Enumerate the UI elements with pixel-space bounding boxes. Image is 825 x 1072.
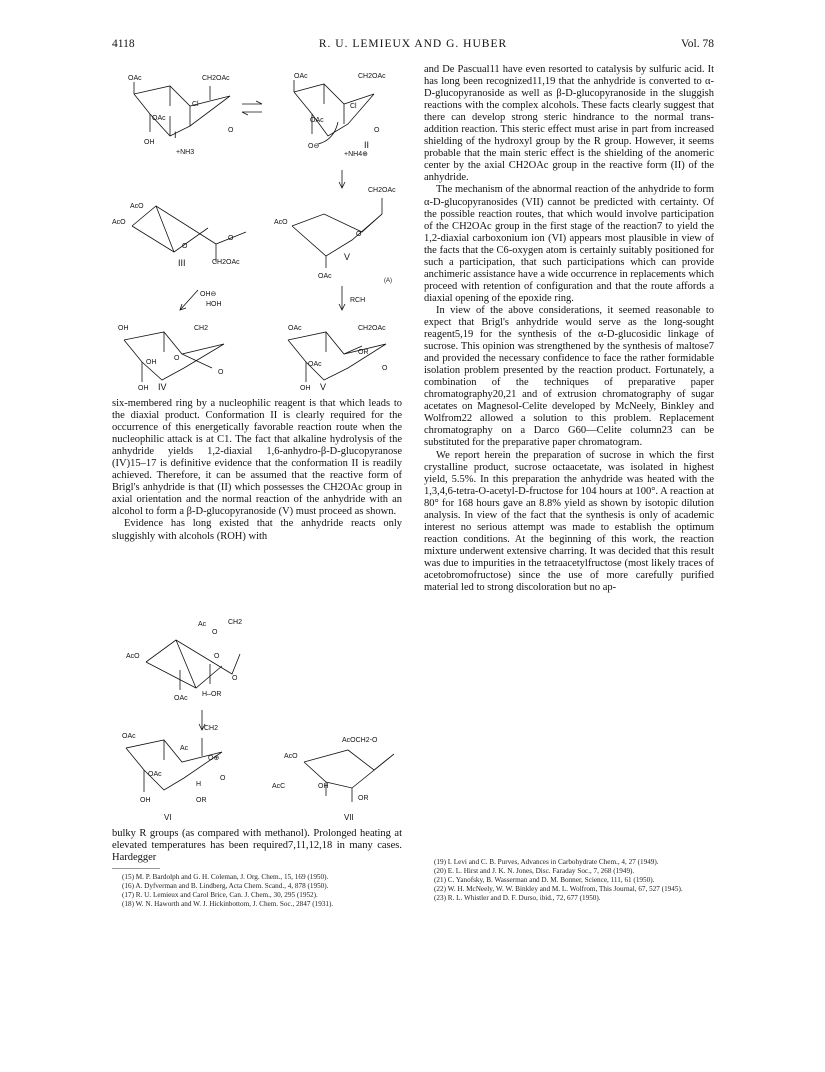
svg-text:CH2OAc: CH2OAc [368,187,396,194]
structure-VII [272,737,394,822]
svg-text:CH2OAc: CH2OAc [212,259,240,266]
svg-text:OH: OH [138,385,149,392]
svg-text:AcO: AcO [284,753,298,760]
footnote: (21) C. Yanofsky, B. Wasserman and D. M. Bonner, Science, 111, 61 (1950). [434,876,655,884]
svg-text:O: O [214,653,220,660]
svg-text:H: H [196,781,202,788]
svg-text:OH: OH [140,797,151,804]
volume-label: Vol. 78 [680,38,714,50]
svg-text:I: I [174,130,177,140]
svg-text:AcC: AcC [272,783,286,790]
svg-text:O: O [232,675,238,682]
paragraph: Evidence has long existed that the anhydride reacts only sluggishly with alcohols (ROH) with [112,518,402,542]
svg-text:OAc: OAc [148,771,162,778]
svg-text:OAc: OAc [308,361,322,368]
page-header [112,38,714,54]
left-column-bottom [112,828,402,864]
svg-text:OH⊖: OH⊖ [200,291,217,298]
svg-text:OH: OH [118,325,129,332]
left-column-top [112,398,402,543]
svg-text:H–OR: H–OR [202,691,222,698]
svg-text:OH: OH [318,783,329,790]
svg-text:CH2: CH2 [194,325,209,332]
structure-III [112,203,246,268]
footnote: (20) E. L. Hirst and J. K. N. Jones, Disc. Faraday Soc., 7, 268 (1949). [434,867,635,875]
svg-text:V: V [320,382,327,392]
svg-text:CH2OAc: CH2OAc [202,75,230,82]
svg-text:Ac: Ac [180,745,189,752]
svg-text:RCH: RCH [350,297,366,304]
svg-text:OH: OH [300,385,311,392]
svg-text:CH2: CH2 [204,725,219,732]
svg-text:HOH: HOH [206,301,222,308]
footnote: (15) M. P. Bardolph and G. H. Coleman, J. Org. Chem., 15, 169 (1950). [122,873,329,881]
svg-text:(A): (A) [384,278,392,284]
svg-text:AcO: AcO [130,203,144,210]
svg-text:CH2: CH2 [228,619,243,626]
svg-text:OAc: OAc [152,115,166,122]
svg-text:O: O [182,243,188,250]
svg-text:O: O [218,369,224,376]
svg-text:VII: VII [344,813,354,822]
svg-text:OAc: OAc [128,75,142,82]
svg-text:O: O [220,775,226,782]
structure-IV [118,325,224,392]
equilibrium-arrows [242,101,262,115]
footnote-rule [112,868,160,869]
svg-text:OAc: OAc [294,73,308,80]
svg-text:AcOCH2-O: AcOCH2-O [342,737,378,744]
svg-text:Cl: Cl [192,101,199,108]
svg-text:OR: OR [358,349,369,356]
footnote: (23) R. L. Whistler and D. F. Durso, ibid., 72, 677 (1950). [434,894,601,902]
right-column [424,64,714,594]
svg-text:+NH4⊕: +NH4⊕ [344,151,368,158]
structure-V-top [274,187,396,284]
footnote: (17) R. U. Lemieux and Carol Brice, Can. J. Chem., 30, 295 (1952). [122,891,318,899]
svg-text:Ac: Ac [198,621,207,628]
footnote: (19) I. Levi and C. B. Purves, Advances in Carbohydrate Chem., 4, 27 (1949). [434,858,659,866]
svg-text:O: O [374,127,380,134]
reaction-scheme-2 [112,612,407,822]
right-footnotes [424,858,714,903]
svg-text:O: O [382,365,388,372]
svg-text:II: II [364,140,370,150]
svg-text:O: O [212,629,218,636]
reaction-arrows-lower [180,286,365,310]
svg-text:OAc: OAc [122,733,136,740]
svg-text:OAc: OAc [288,325,302,332]
svg-text:AcO: AcO [126,653,140,660]
svg-text:OH: OH [144,139,155,146]
svg-text:Cl: Cl [350,103,357,110]
svg-text:OAc: OAc [310,117,324,124]
running-authors: R. U. LEMIEUX AND G. HUBER [318,38,508,50]
footnote: (18) W. N. Haworth and W. J. Hickinbottom, J. Chem. Soc., 2847 (1931). [122,900,334,908]
footnote: (22) W. H. McNeely, W. W. Binkley and M. L. Wolfrom, This Journal, 67, 527 (1945). [434,885,683,893]
svg-text:AcO: AcO [274,219,288,226]
paragraph: We report herein the preparation of sucrose in which the first crystalline product, sucrose octaacetate, was isolated in highest yield, 5.5%. In this preparation the anhydride was heated with the 1,3,4,6-tetra-O-acetyl-D-fructose for 104 hours at 100°. A reaction at 80° for 168 hours gave an 8.8% yield as shown by isotopic dilution analysis. In view of the fact that the synthesis is only of academic interest no serious attempt was made to establish the optimum reaction conditions. At the beginning of this work, the reaction mixture underwent extensive charring. It was decided that this result was due to impurities in the tetraacetylfructose (most likely traces of acetobromofructose) since the use of more carefully purified material led to strong discoloration but no ap- [424,449,714,594]
svg-text:III: III [178,258,186,268]
reaction-scheme-1 [112,64,417,394]
arrow-II-to-V [339,170,345,188]
structure-VI [122,725,226,822]
svg-text:OAc: OAc [174,695,188,702]
svg-text:O⊖: O⊖ [308,143,320,150]
svg-text:+NH3: +NH3 [176,149,195,156]
footnote: (16) A. Dyfverman and B. Lindberg, Acta Chem. Scand., 4, 878 (1950). [122,882,329,890]
structure-V [288,325,388,392]
svg-text:O: O [174,355,180,362]
page-number: 4118 [112,38,135,50]
svg-text:OAc: OAc [318,273,332,280]
svg-text:OH: OH [146,359,157,366]
paragraph: and De Pascual11 have even resorted to catalysis by sulfuric acid. It has long been recognized11,19 that the anhydride is converted to α-D-glucopyranoside as well as β-D-glucopyranoside in the sluggish reactions with the complex alcohols. These facts clearly suggest that there can develop strong steric hindrance to the normal trans-addition reaction. This steric effect must arise in part from increased shielding of the hydroxyl group by the R group. However, it seems probable that the main steric effect is the shielding of the anomeric center by the axial CH2OAc group in the reactive form (II) of the anhydride. [424,64,714,184]
svg-text:IV: IV [158,382,167,392]
left-footnotes [112,873,402,909]
svg-text:OR: OR [358,795,369,802]
structure-II [294,73,386,158]
svg-text:AcO: AcO [112,219,126,226]
paragraph: In view of the above considerations, it seemed reasonable to expect that Brigl's anhydride would serve as the long-sought reagent5,19 for the synthesis of the α-D-glucosidic linkage of sucrose. This opinion was strengthened by the synthesis of maltose7 and provided the necessary confidence to face the rather formidable isolation problem presented by the reaction product. Fortunately, a combination of the techniques of preparative paper chromatography20,21 and of extrusion chromatography of sugar acetates on Magnesol-Celite developed by McNeely, Binkley and Wolfrom22 allowed a solution to this problem. Replacement chromatography on a Darco G60—Celite column23 can be substituted for the preparative paper chromatogram. [424,304,714,449]
svg-text:CH2OAc: CH2OAc [358,73,386,80]
svg-text:CH2OAc: CH2OAc [358,325,386,332]
svg-text:VI: VI [164,813,172,822]
svg-text:O⊕: O⊕ [208,755,220,762]
structure-I [128,75,234,156]
svg-text:O: O [356,231,362,238]
structure-reactant [126,619,242,702]
paragraph: bulky R groups (as compared with methanol). Prolonged heating at elevated temperatures has been required7,11,12,18 in many cases. Hardegger [112,828,402,864]
svg-text:OR: OR [196,797,207,804]
svg-text:V: V [344,252,351,262]
svg-text:O: O [228,127,234,134]
svg-text:O: O [228,235,234,242]
paragraph: The mechanism of the abnormal reaction of the anhydride to form α-D-glucopyranosides (VII) cannot be predicted with certainty. Of the possible reaction routes, that which would involve participation of the CH2OAc group in the first stage of the reaction7 to yield the 1,2-diaxial carboxonium ion (VI) appears most plausible in view of the facts that the C6-oxygen atom is certainly suitably positioned for such a participation, that such participations which can provide anchimeric assistance have a wide occurrence in replacements which proceed with retention of configuration and that the route affords a diaxial opening of the epoxide ring. [424,184,714,304]
paragraph: six-membered ring by a nucleophilic reagent is that which leads to the diaxial product. Conformation II is clearly required for the occurrence of this energetically favorable reaction route when the nucleophilic attack is at C1. The fact that alkaline hydrolysis of the anhydride yields 1,2-diaxial 1,6-anhydro-β-D-glucopyranose (IV)15–17 is definitive evidence that the conformation II is readily achieved. Therefore, it can be assumed that the reactive form of Brigl's anhydride is that (II) which possesses the CH2OAc group in axial orientation and the normal reaction of the anhydride with an alcohol to form a β-D-glucopyranoside (V) must proceed as shown. [112,398,402,518]
